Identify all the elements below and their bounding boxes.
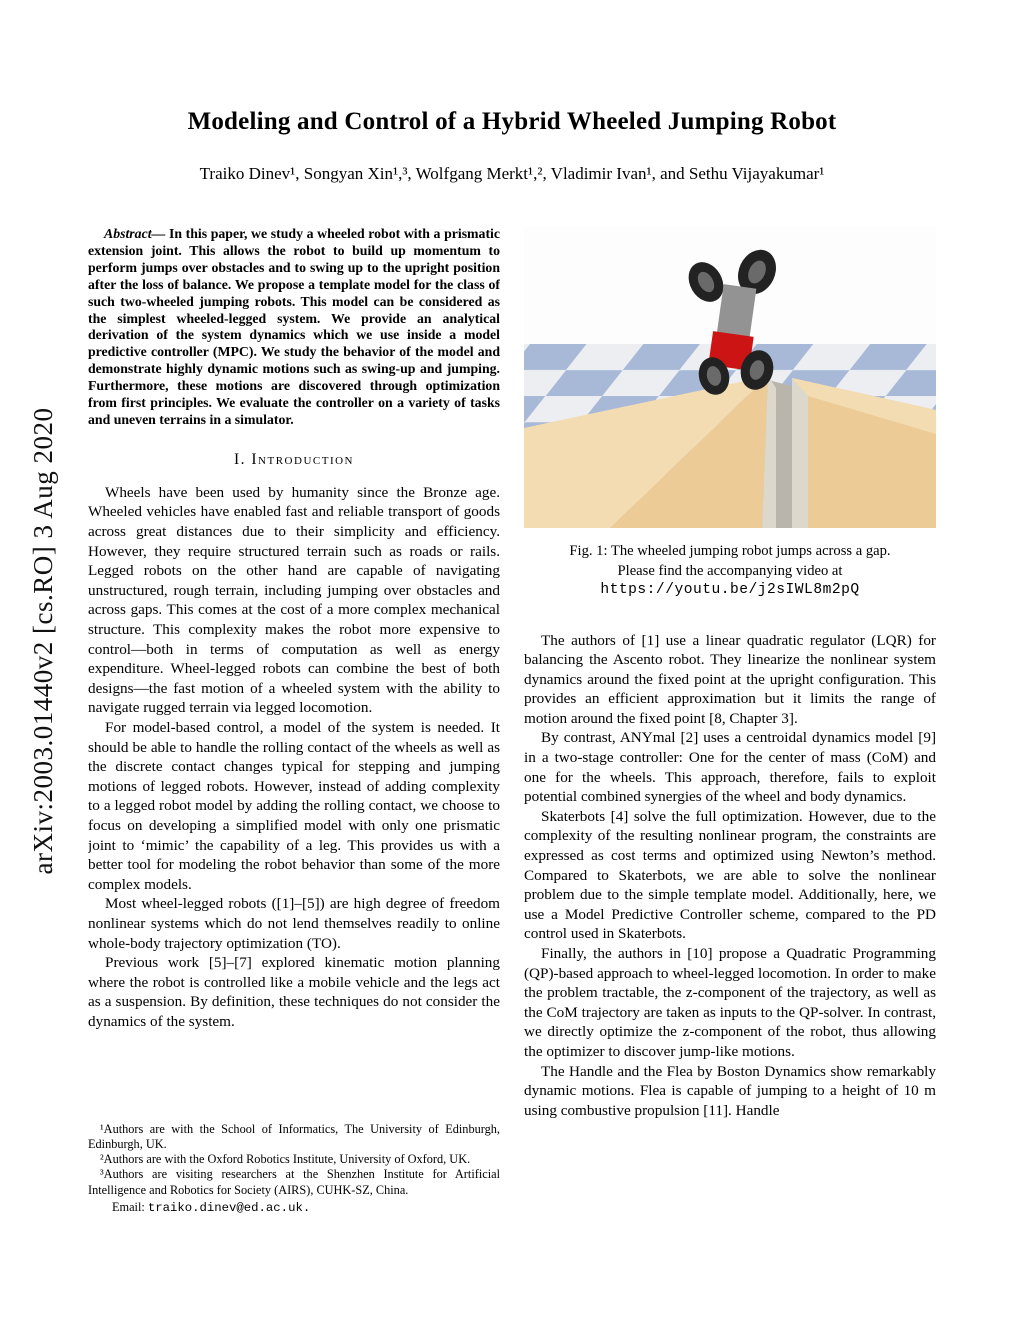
related-work-paragraphs [524,631,936,1121]
figure-1 [524,226,936,601]
figure-1-image [524,226,936,528]
paragraph: The Handle and the Flea by Boston Dynamics show remarkably dynamic motions. Flea is capable of jumping to a height of 10 m using combustive propulsion [11]. Handle [524,1062,936,1119]
footnote-list [88,1122,500,1198]
right-column [524,226,936,1216]
caption-line-1: Fig. 1: The wheeled jumping robot jumps across a gap. [569,543,891,559]
left-column [88,226,500,1216]
paragraph: Most wheel-legged robots ([1]–[5]) are high degree of freedom nonlinear systems which do not lend themselves readily to online whole-body trajectory optimization (TO). [88,895,500,952]
paragraph: Wheels have been used by humanity since the Bronze age. Wheeled vehicles have enabled fast and reliable transport of goods across great distances due to their simplicity and efficiency. However, they require structured terrain such as roads or rails. Legged robots on the other hand are capable of navigating unstructured, rough terrain, including jumping over obstacles and across gaps. This comes at the cost of a more complex mechanical structure. This complexity makes the robot more expensive to control—both in terms of computation as well as energy expenditure. Wheel-legged robots can combine the best of both designs—the fast motion of a wheeled system with the ability to navigate rugged terrain via legged locomotion. [88,483,500,717]
abstract-label: Abstract— [104,226,169,241]
email-address[interactable]: traiko.dinev@ed.ac.uk. [147,1200,311,1215]
paragraph: The authors of [1] use a linear quadratic regulator (LQR) for balancing the Ascento robot. They linearize the nonlinear system dynamics around the fixed point at the upright configuration. This provides an efficient approximation but it limits the range of motion around the fixed point [8, Chapter 3]. [524,631,936,727]
abstract [88,226,500,429]
figure-1-caption [524,542,936,601]
paragraph: Finally, the authors in [10] propose a Quadratic Programming (QP)-based approach to wheel-legged locomotion. In order to make the problem tractable, the z-component of the trajectory, as well as the CoM trajectory are taken as inputs to the QP-solver. In contrast, we directly optimize the z-component of the robot, thus allowing the optimizer to discover jump-like motions. [524,945,936,1060]
two-column-body [88,226,936,1216]
platform-right-face [792,378,808,528]
paragraph: Skaterbots [4] solve the full optimization. However, due to the complexity of the resulting nonlinear program, the constraints are expressed as cost terms and optimized using Newton’s method. Compared to Skaterbots, we are able to solve the nonlinear problem due to the simple template model. Additionally, here, we use a Model Predictive Controller scheme, compared to the PD control used in Skaterbots. [524,807,936,943]
authors-line: Traiko Dinev¹, Songyan Xin¹,³, Wolfgang Merkt¹,², Vladimir Ivan¹, and Sethu Vijayakumar¹ [199,164,825,183]
email-label: Email: [112,1199,148,1214]
caption-line-2: Please find the accompanying video at [617,562,843,579]
introduction-paragraphs [88,483,500,1032]
arxiv-watermark: arXiv:2003.01440v2 [cs.RO] 3 Aug 2020 [28,407,58,875]
paragraph: Previous work [5]–[7] explored kinematic motion planning where the robot is controlled like a mobile vehicle and the legs act as a suspension. By definition, these techniques do not consider the dynamics of the system. [88,954,500,1030]
paragraph: ¹Authors are with the School of Informatics, The University of Edinburgh, Edinburgh, UK. [88,1121,500,1151]
paragraph: By contrast, ANYmal [2] uses a centroidal dynamics model [9] in a two-stage controller: One for the center of mass (CoM) and one for the wheels. This approach, therefore, fails to exploit potential combined synergies of the wheel and body dynamics. [524,729,936,806]
paragraph: For model-based control, a model of the system is needed. It should be able to handle the rolling contact of the wheels as well as the discrete contact changes typical for stepping and jumping motions of legged robots. However, instead of adding complexity to a legged robot model by adding the rolling contact, we choose to focus on developing a simplified model with only one prismatic joint to ‘mimic’ the capability of a leg. This provides us with a better tool for modeling the robot behavior than some of the more complex models. [88,719,500,893]
abstract-text: In this paper, we study a wheeled robot with a prismatic extension joint. This allows the robot to build up momentum to perform jumps over obstacles and to swing up to the upright position after the loss of balance. We propose a template model for the class of such two-wheeled jumping robots. This model can be considered as the simplest wheeled-legged system. We provide an analytical derivation of the system dynamics which we use inside a model predictive controller (MPC). We study the behavior of the model and demonstrate highly dynamic motions such as swing-up and jumping. Furthermore, these motions are discovered through optimization from first principles. We evaluate the controller on a variety of tasks and uneven terrains in a simulator. [88,226,500,427]
footnote-email [88,1200,500,1216]
paragraph: ³Authors are visiting researchers at the Shenzhen Institute for Artificial Intelligence and Robotics for Society (AIRS), CUHK-SZ, China. [88,1167,500,1197]
section-heading-introduction: I. Introduction [233,450,354,468]
footnotes-block [88,1114,500,1216]
caption-video-link[interactable]: https://youtu.be/j2sIWL8m2pQ [600,582,860,598]
paragraph: ²Authors are with the Oxford Robotics Institute, University of Oxford, UK. [100,1152,471,1167]
paper-title: Modeling and Control of a Hybrid Wheeled Jumping Robot [187,108,837,135]
